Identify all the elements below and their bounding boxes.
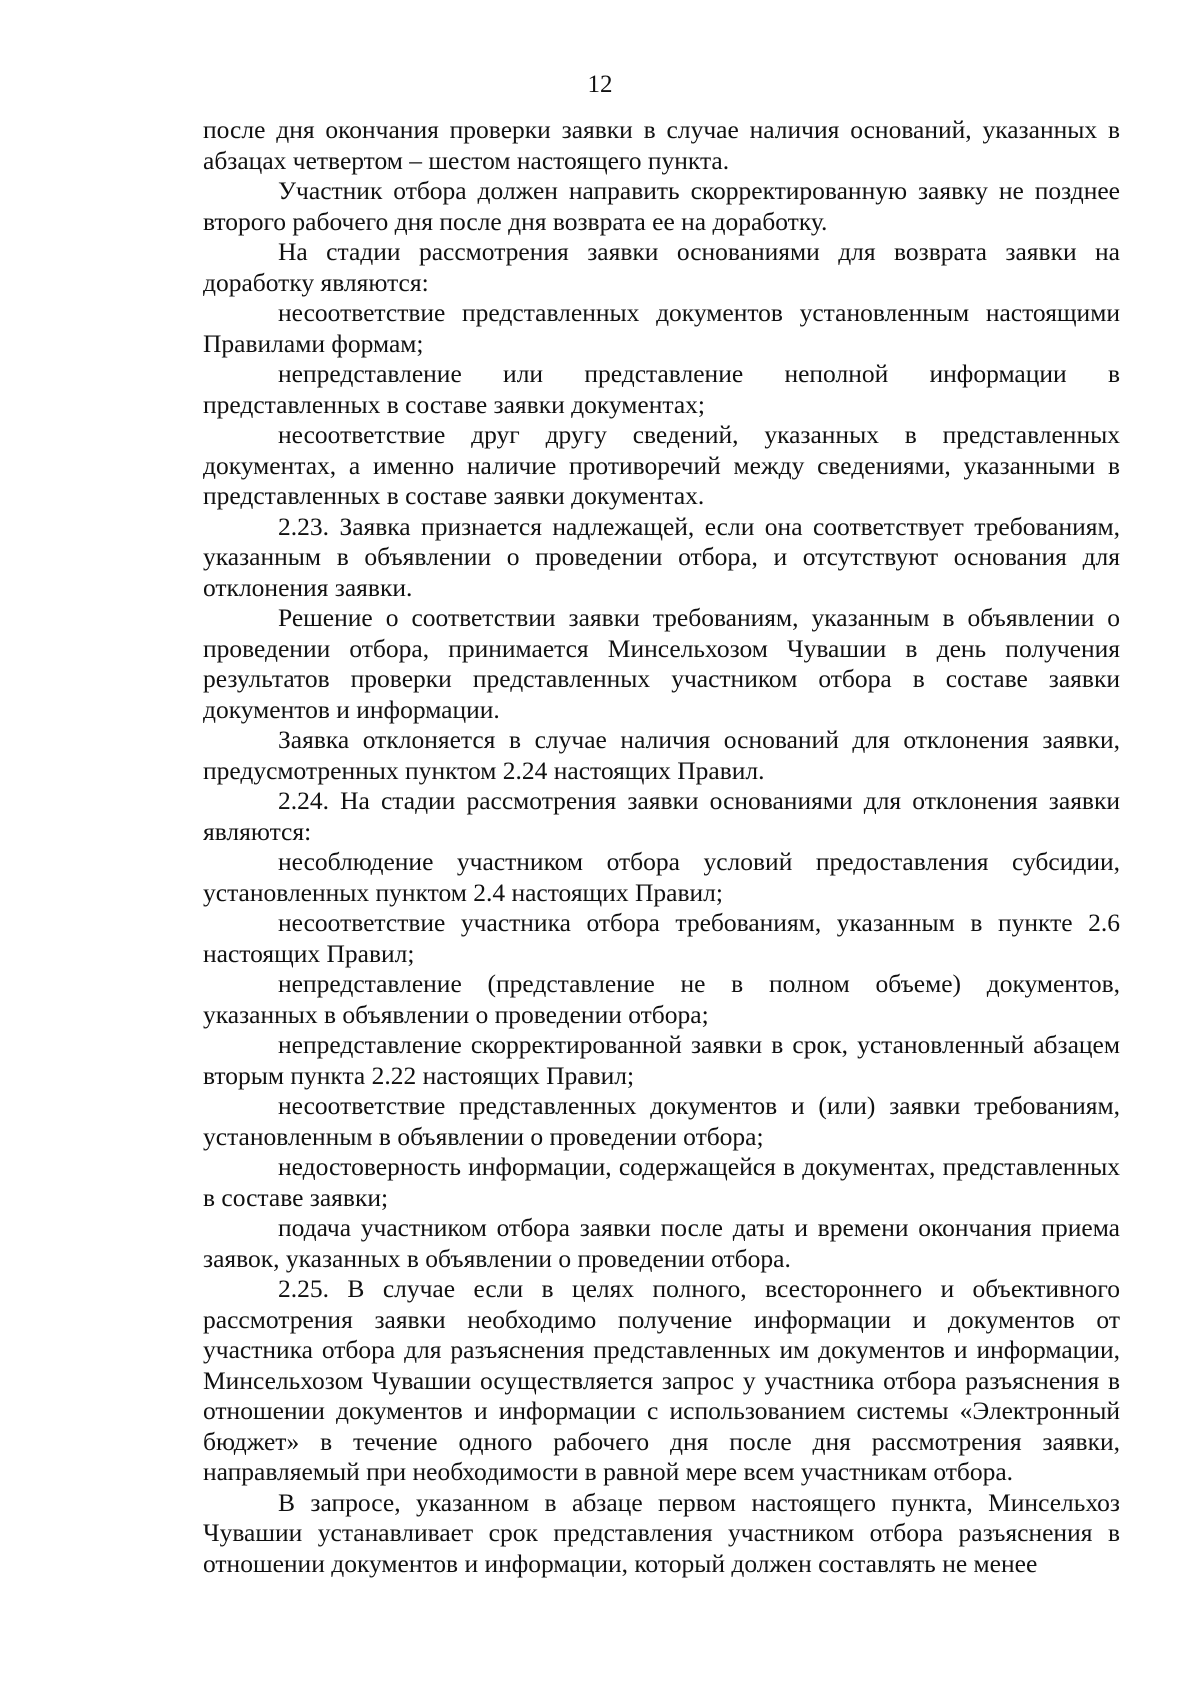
- page-number: 12: [587, 71, 613, 98]
- paragraph: несоблюдение участником отбора условий предоставления субсидии, установленных пунктом 2.4 настоящих Правил;: [203, 847, 1120, 907]
- paragraph: несоответствие представленных документов установленным настоящими Правилами формам;: [203, 298, 1120, 358]
- paragraph: после дня окончания проверки заявки в случае наличия оснований, указанных в абзацах четвертом – шестом настоящего пункта.: [203, 115, 1120, 175]
- paragraph: непредставление или представление неполной информации в представленных в составе заявки документах;: [203, 359, 1120, 419]
- paragraph: подача участником отбора заявки после даты и времени окончания приема заявок, указанных в объявлении о проведении отбора.: [203, 1213, 1120, 1273]
- paragraph: На стадии рассмотрения заявки основаниями для возврата заявки на доработку являются:: [203, 237, 1120, 297]
- paragraph: Участник отбора должен направить скорректированную заявку не позднее второго рабочего дня после дня возврата ее на доработку.: [203, 176, 1120, 236]
- paragraph: непредставление скорректированной заявки в срок, установленный абзацем вторым пункта 2.22 настоящих Правил;: [203, 1030, 1120, 1090]
- paragraph: непредставление (представление не в полном объеме) документов, указанных в объявлении о проведении отбора;: [203, 969, 1120, 1029]
- paragraph: Решение о соответствии заявки требованиям, указанным в объявлении о проведении отбора, принимается Минсельхозом Чувашии в день получения результатов проверки представленных участником отбора в составе заявки документов и информации.: [203, 603, 1120, 724]
- paragraph: 2.24. На стадии рассмотрения заявки основаниями для отклонения заявки являются:: [203, 786, 1120, 846]
- paragraph: Заявка отклоняется в случае наличия оснований для отклонения заявки, предусмотренных пунктом 2.24 настоящих Правил.: [203, 725, 1120, 785]
- paragraph: 2.23. Заявка признается надлежащей, если она соответствует требованиям, указанным в объявлении о проведении отбора, и отсутствуют основания для отклонения заявки.: [203, 511, 1120, 602]
- paragraph: несоответствие друг другу сведений, указанных в представленных документах, а именно наличие противоречий между сведениями, указанными в представленных в составе заявки документах.: [203, 420, 1120, 510]
- paragraph: несоответствие участника отбора требованиям, указанным в пункте 2.6 настоящих Правил;: [203, 908, 1120, 968]
- paragraph: В запросе, указанном в абзаце первом настоящего пункта, Минсельхоз Чувашии устанавливает срок представления участником отбора разъяснения в отношении документов и информации, который должен составлять не менее: [203, 1487, 1120, 1578]
- paragraph: 2.25. В случае если в целях полного, всестороннего и объективного рассмотрения заявки необходимо получение информации и документов от участника отбора для разъяснения представленных им документов и информации, Минсельхозом Чувашии осуществляется запрос у участника отбора разъяснения в отношении документов и информации с использованием системы «Электронный бюджет» в течение одного рабочего дня после дня рассмотрения заявки, направляемый при необходимости в равной мере всем участникам отбора.: [203, 1274, 1120, 1486]
- paragraph: недостоверность информации, содержащейся в документах, представленных в составе заявки;: [203, 1152, 1120, 1212]
- document-body: [203, 115, 1120, 1579]
- paragraph: несоответствие представленных документов и (или) заявки требованиям, установленным в объявлении о проведении отбора;: [203, 1091, 1120, 1151]
